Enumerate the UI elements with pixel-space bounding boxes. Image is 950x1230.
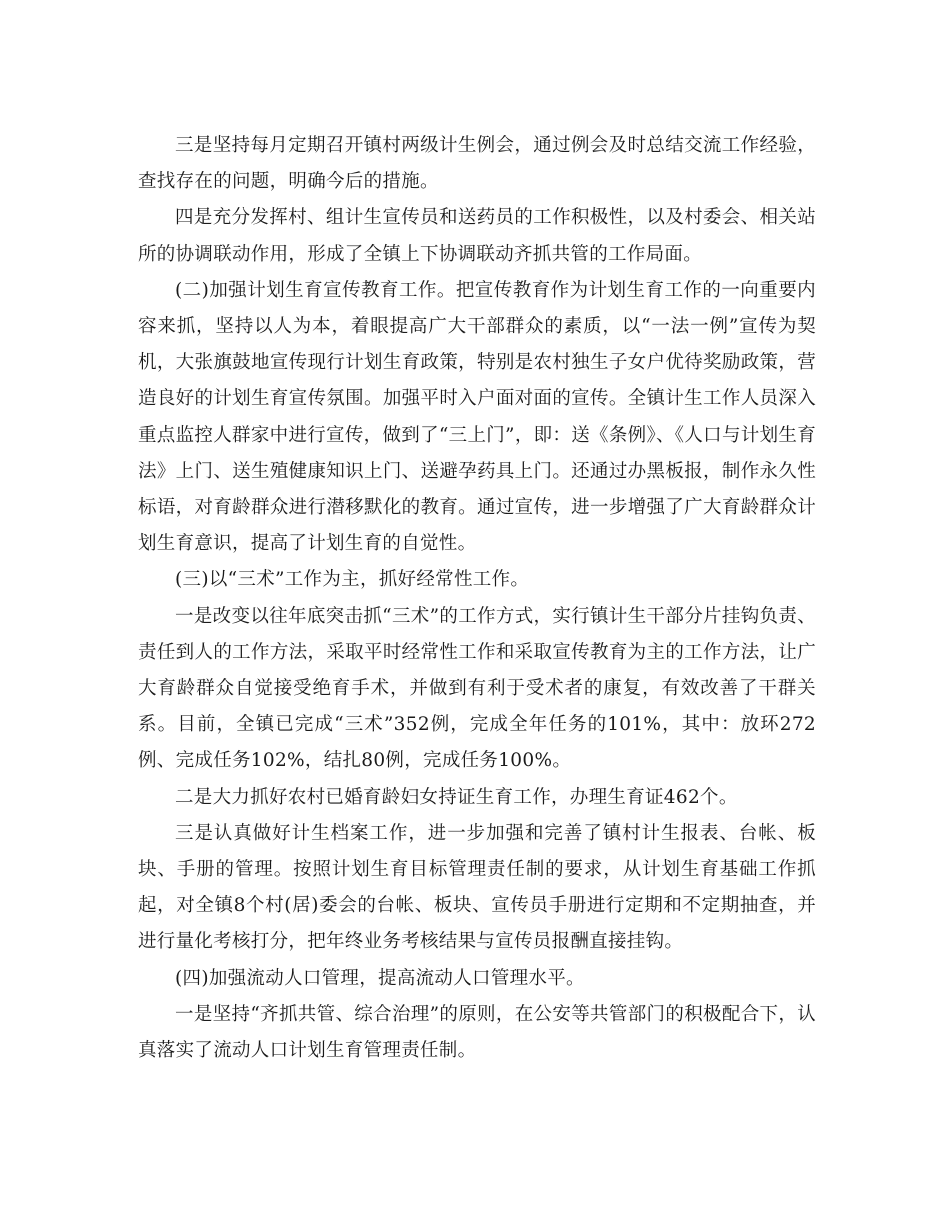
paragraph-archives: 三是认真做好计生档案工作，进一步加强和完善了镇村计生报表、台帐、板块、手册的管理。按照计划生育目标管理责任制的要求，从计划生育基础工作抓起，对全镇8个村(居)委会的台帐、板块、宣传员手册进行定期和不定期抽查，并进行量化考核打分，把年终业务考核结果与宣传员报酬直接挂钩。 [138,822,816,953]
document-body [138,128,816,1069]
paragraph-birth-certificates: 二是大力抓好农村已婚育龄妇女持证生育工作，办理生育证462个。 [175,786,738,808]
paragraph-coordination: 四是充分发挥村、组计生宣传员和送药员的工作积极性，以及村委会、相关站所的协调联动作用，形成了全镇上下协调联动齐抓共管的工作局面。 [138,207,816,265]
paragraph-heading-floating-population: (四)加强流动人口管理，提高流动人口管理水平。 [175,967,585,989]
paragraph-work-method: 一是改变以往年底突击抓“三术”的工作方式，实行镇计生干部分片挂钩负责、责任到人的工作方法，采取平时经常性工作和采取宣传教育为主的工作方法，让广大育龄群众自觉接受绝育手术，并做到有利于受术者的康复，有效改善了干群关系。目前，全镇已完成“三术”352例，完成全年任务的101%，其中：放环272例、完成任务102%，结扎80例，完成任务100%。 [138,605,816,772]
paragraph-publicity-education: (二)加强计划生育宣传教育工作。把宣传教育作为计划生育工作的一向重要内容来抓，坚持以人为本，着眼提高广大干部群众的素质，以“一法一例”宣传为契机，大张旗鼓地宣传现行计划生育政策，特别是农村独生子女户优待奖励政策，营造良好的计划生育宣传氛围。加强平时入户面对面的宣传。全镇计生工作人员深入重点监控人群家中进行宣传，做到了“三上门”，即：送《条例》、《人口与计划生育法》上门、送生殖健康知识上门、送避孕药具上门。还通过办黑板报，制作永久性标语，对育龄群众进行潜移默化的教育。通过宣传，进一步增强了广大育龄群众计划生育意识，提高了计划生育的自觉性。 [138,279,816,555]
paragraph-comprehensive-management: 一是坚持“齐抓共管、综合治理”的原则，在公安等共管部门的积极配合下，认真落实了流动人口计划生育管理责任制。 [138,1003,816,1062]
paragraph-heading-three-surgeries: (三)以“三术”工作为主，抓好经常性工作。 [175,569,530,591]
paragraph-monthly-meetings: 三是坚持每月定期召开镇村两级计生例会，通过例会及时总结交流工作经验，查找存在的问题，明确今后的措施。 [138,135,816,193]
